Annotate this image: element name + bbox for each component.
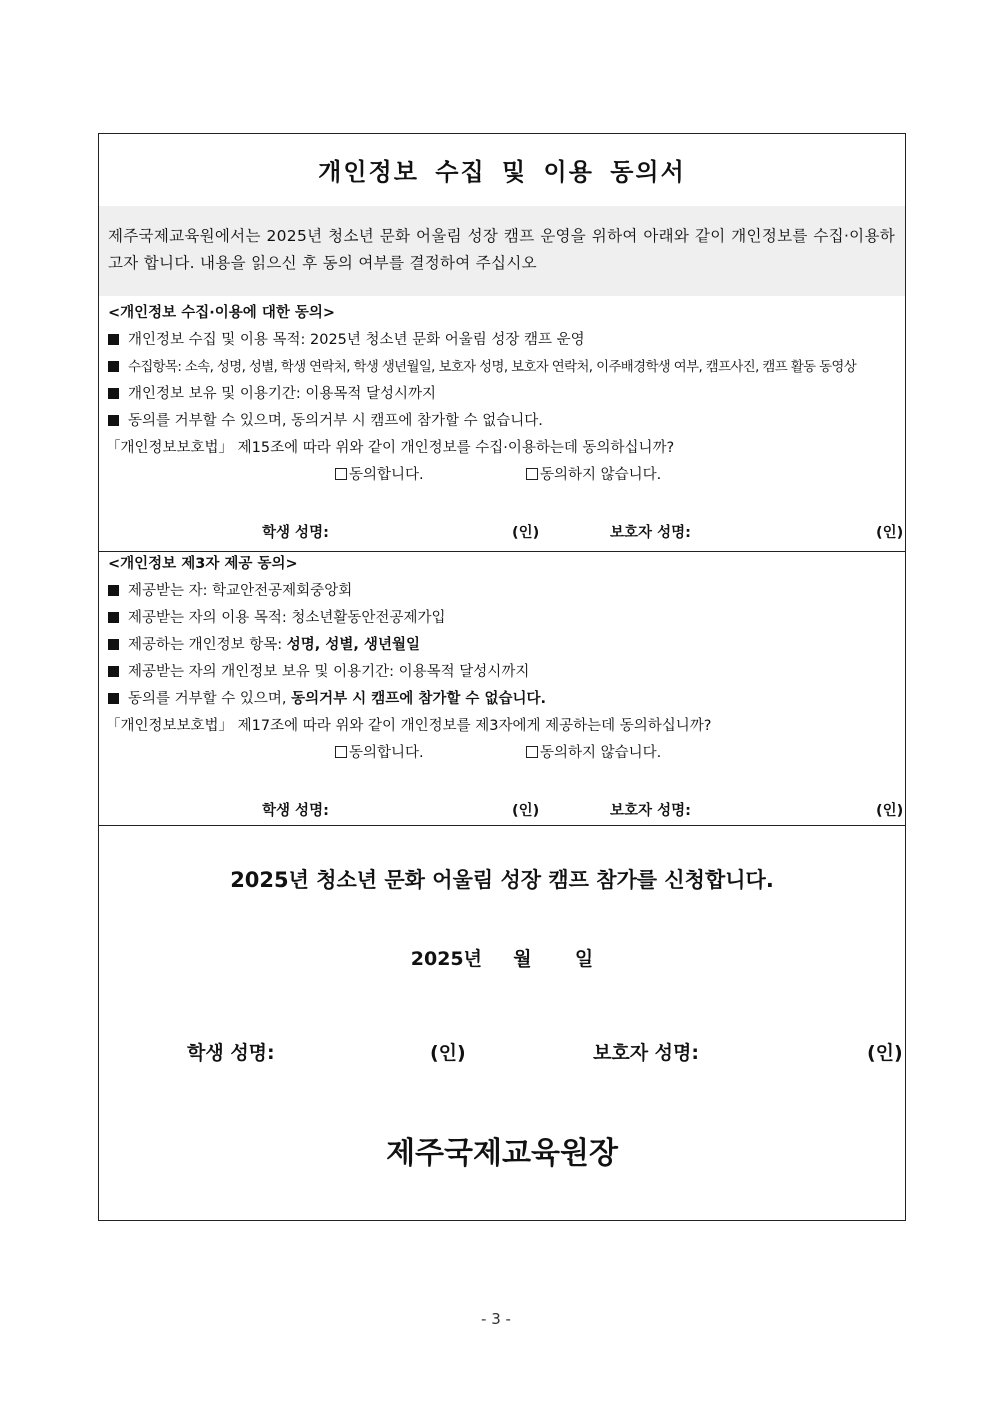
student-seal: (인) [512,525,540,541]
guardian-name-label: 보호자 성명: [610,803,691,819]
square-bullet-icon [108,639,119,650]
application-date: 2025년 월 일 [410,948,594,970]
checkbox-icon [335,468,347,480]
guardian-seal: (인) [867,1042,903,1064]
intro-text: 제주국제교육원에서는 2025년 청소년 문화 어울림 성장 캠프 운영을 위하여 아래와 같이 개인정보를 수집·이용하고자 합니다. 내용을 읽으신 후 동의 여부를 결정하여 주십시오 [99,206,905,296]
checkbox-icon [526,746,538,758]
form-title: 개인정보 수집 및 이용 동의서 [318,158,686,186]
disagree-checkbox[interactable]: 동의하지 않습니다. [526,462,661,489]
checkbox-icon [526,468,538,480]
checkbox-icon [335,746,347,758]
agree-checkbox[interactable]: 동의합니다. [335,462,424,489]
guardian-seal: (인) [876,803,904,819]
list-item: 동의를 거부할 수 있으며, 동의거부 시 캠프에 참가할 수 없습니다. [108,408,905,435]
page-number: - 3 - [481,1310,511,1328]
application-statement: 2025년 청소년 문화 어울림 성장 캠프 참가를 신청합니다. [230,868,774,892]
student-seal: (인) [512,803,540,819]
consent-form [98,133,906,1221]
agree-checkbox[interactable]: 동의합니다. [335,740,424,767]
consent-question: 「개인정보보호법」 제17조에 따라 위와 같이 개인정보를 제3자에게 제공하는데 동의하십니까? [106,718,712,734]
list-item: 개인정보 수집 및 이용 목적: 2025년 청소년 문화 어울림 성장 캠프 운영 [108,327,905,354]
disagree-checkbox[interactable]: 동의하지 않습니다. [526,740,661,767]
consent-choices [108,462,905,489]
student-seal: (인) [430,1042,466,1064]
list-item: 제공받는 자: 학교안전공제회중앙회 [108,578,905,605]
student-name-label: 학생 성명: [262,525,329,541]
section-divider [99,825,905,826]
square-bullet-icon [108,334,119,345]
section-third-party-consent [99,551,905,767]
square-bullet-icon [108,388,119,399]
square-bullet-icon [108,361,119,372]
student-name-label: 학생 성명: [187,1042,275,1064]
list-item: 제공받는 자의 개인정보 보유 및 이용기간: 이용목적 달성시까지 [108,659,905,686]
square-bullet-icon [108,693,119,704]
square-bullet-icon [108,415,119,426]
guardian-seal: (인) [876,525,904,541]
consent-question: 「개인정보보호법」 제15조에 따라 위와 같이 개인정보를 수집·이용하는데 동의하십니까? [106,440,675,456]
guardian-name-label: 보호자 성명: [610,525,691,541]
guardian-name-label: 보호자 성명: [593,1042,699,1064]
list-item: 개인정보 보유 및 이용기간: 이용목적 달성시까지 [108,381,905,408]
section-collection-consent [99,300,905,489]
square-bullet-icon [108,612,119,623]
square-bullet-icon [108,585,119,596]
consent-choices [108,740,905,767]
section1-heading: <개인정보 수집·이용에 대한 동의> [108,305,336,321]
list-item: 제공받는 자의 이용 목적: 청소년활동안전공제가입 [108,605,905,632]
addressee: 제주국제교육원장 [386,1136,618,1171]
section2-heading: <개인정보 제3자 제공 동의> [108,556,298,572]
list-item: 동의를 거부할 수 있으며, 동의거부 시 캠프에 참가할 수 없습니다. [108,686,905,713]
student-name-label: 학생 성명: [262,803,329,819]
square-bullet-icon [108,666,119,677]
list-item: 수집항목: 소속, 성명, 성별, 학생 연락처, 학생 생년월일, 보호자 성명, 보호자 연락처, 이주배경학생 여부, 캠프사진, 캠프 활동 동영상 [108,354,905,381]
list-item: 제공하는 개인정보 항목: 성명, 성별, 생년월일 [108,632,905,659]
